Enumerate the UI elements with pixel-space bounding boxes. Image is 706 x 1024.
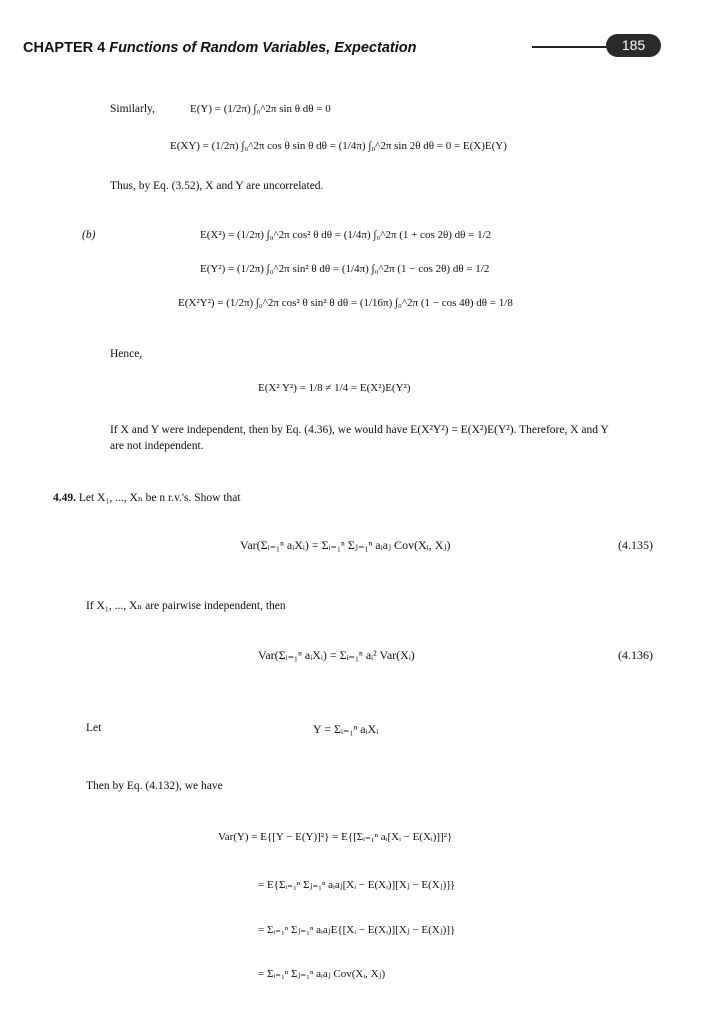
equation-4135: Var(Σᵢ₌₁ⁿ aᵢXᵢ) = Σᵢ₌₁ⁿ Σⱼ₌₁ⁿ aᵢaⱼ Cov(Xᵢ, Xⱼ) [240,538,451,552]
equation-tag-4135: (4.135) [618,538,653,552]
equation-ex2: E(X²) = (1/2π) ∫₀^2π cos² θ dθ = (1/4π) ∫₀^2π (1 + cos 2θ) dθ = 1/2 [200,229,492,241]
equation-ex2y2: E(X²Y²) = (1/2π) ∫₀^2π cos² θ sin² θ dθ = (1/16π) ∫₀^2π (1 − cos 4θ) dθ = 1/8 [178,297,513,309]
chapter-title: Functions of Random Variables, Expectation [109,40,417,56]
equation-ey: E(Y) = (1/2π) ∫₀^2π sin θ dθ = 0 [190,103,331,115]
page-number-badge: 185 [606,34,661,57]
then-statement: Then by Eq. (4.132), we have [86,780,223,792]
problem-statement: Let X₁, ..., Xₙ be n r.v.'s. Show that [78,492,241,504]
derivation-line-1: Var(Y) = E{[Y − E(Y)]²} = E{[Σᵢ₌₁ⁿ aᵢ[Xᵢ − E(Xᵢ)]]²} [218,831,453,843]
equation-exy: E(XY) = (1/2π) ∫₀^2π cos θ sin θ dθ = (1/4π) ∫₀^2π sin 2θ dθ = 0 = E(X)E(Y) [170,140,507,152]
independence-line-2: are not independent. [110,440,204,452]
equation-4136: Var(Σᵢ₌₁ⁿ aᵢXᵢ) = Σᵢ₌₁ⁿ aᵢ² Var(Xᵢ) [258,648,415,662]
similarly-label: Similarly, [110,103,155,115]
hence-label: Hence, [110,348,143,360]
header-rule [532,46,612,48]
problem-number: 4.49. [53,492,76,504]
equation-ey2: E(Y²) = (1/2π) ∫₀^2π sin² θ dθ = (1/4π) ∫₀^2π (1 − cos 2θ) dθ = 1/2 [200,263,490,275]
pairwise-statement: If X₁, ..., Xₙ are pairwise independent, then [86,600,286,612]
equation-hence: E(X² Y²) = 1/8 ≠ 1/4 = E(X²)E(Y²) [258,382,411,394]
uncorrelated-conclusion: Thus, by Eq. (3.52), X and Y are uncorrelated. [110,180,324,192]
let-label: Let [86,722,102,734]
equation-y-definition: Y = Σᵢ₌₁ⁿ aᵢXᵢ [313,722,379,736]
equation-tag-4136: (4.136) [618,648,653,662]
chapter-header [23,40,416,56]
independence-line-1: If X and Y were independent, then by Eq. (4.36), we would have E(X²Y²) = E(X²)E(Y²). Therefore, X and Y [110,424,609,436]
derivation-line-4: = Σᵢ₌₁ⁿ Σⱼ₌₁ⁿ aᵢaⱼ Cov(Xᵢ, Xⱼ) [258,968,386,980]
chapter-label: CHAPTER 4 [23,40,106,56]
derivation-line-3: = Σᵢ₌₁ⁿ Σⱼ₌₁ⁿ aᵢaⱼE{[Xᵢ − E(Xᵢ)][Xⱼ − E(Xⱼ)]} [258,924,456,936]
derivation-line-2: = E{Σᵢ₌₁ⁿ Σⱼ₌₁ⁿ aᵢaⱼ[Xᵢ − E(Xᵢ)][Xⱼ − E(Xⱼ)]} [258,879,456,891]
part-b-label: (b) [82,229,96,241]
